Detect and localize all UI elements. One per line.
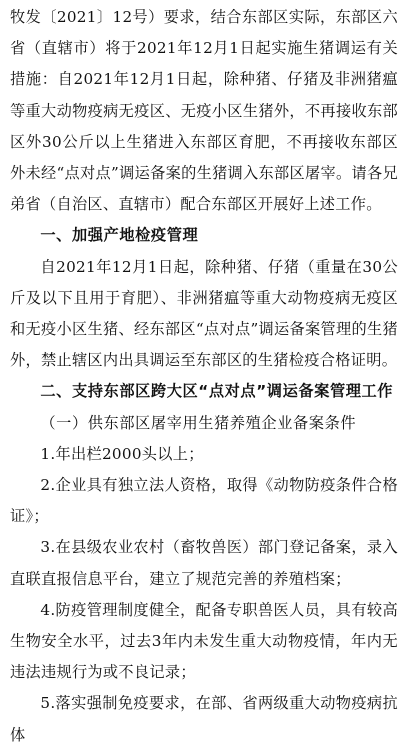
list-item: 4.防疫管理制度健全，配备专职兽医人员，具有较高生物安全水平，过去3年内未发生重大动物疫情，年内无违法违规行为或不良记录； [10, 600, 398, 682]
list-item: 5.落实强制免疫要求，在部、省两级重大动物疫病抗体 [10, 694, 398, 744]
intro-paragraph: 牧发〔2021〕12号）要求，结合东部区实际，东部区六省（直辖市）将于2021年12月1日起实施生猪调运有关措施：自2021年12月1日起，除种猪、仔猪及非洲猪瘟等重大动物疫病无疫区、无疫小区生猪外，不再接收东部区外30公斤以上生猪进入东部区育肥，不再接收东部区外未经“点对点”调运备案的生猪调入东部区屠宰。请各兄弟省（自治区、直辖市）配合东部区开展好上述工作。 [10, 8, 398, 214]
section-2-heading: 二、支持东部区跨大区“点对点”调运备案管理工作 [40, 382, 394, 401]
list-item: 3.在县级农业农村（畜牧兽医）部门登记备案，录入直联直报信息平台，建立了规范完善的养殖档案； [10, 538, 398, 588]
list-item: 2.企业具有独立法人资格，取得《动物防疫条件合格证》； [10, 476, 398, 526]
section-2-subheading: （一）供东部区屠宰用生猪养殖企业备案条件 [40, 413, 357, 432]
section-1-heading: 一、加强产地检疫管理 [40, 226, 199, 245]
section-1-body: 自2021年12月1日起，除种猪、仔猪（重量在30公斤及以下且用于育肥）、非洲猪瘟等重大动物疫病无疫区和无疫小区生猪、经东部区“点对点”调运备案管理的生猪外，禁止辖区内出具调运至东部区的生猪检疫合格证明。 [10, 257, 398, 370]
list-item: 1.年出栏2000头以上； [40, 444, 204, 463]
